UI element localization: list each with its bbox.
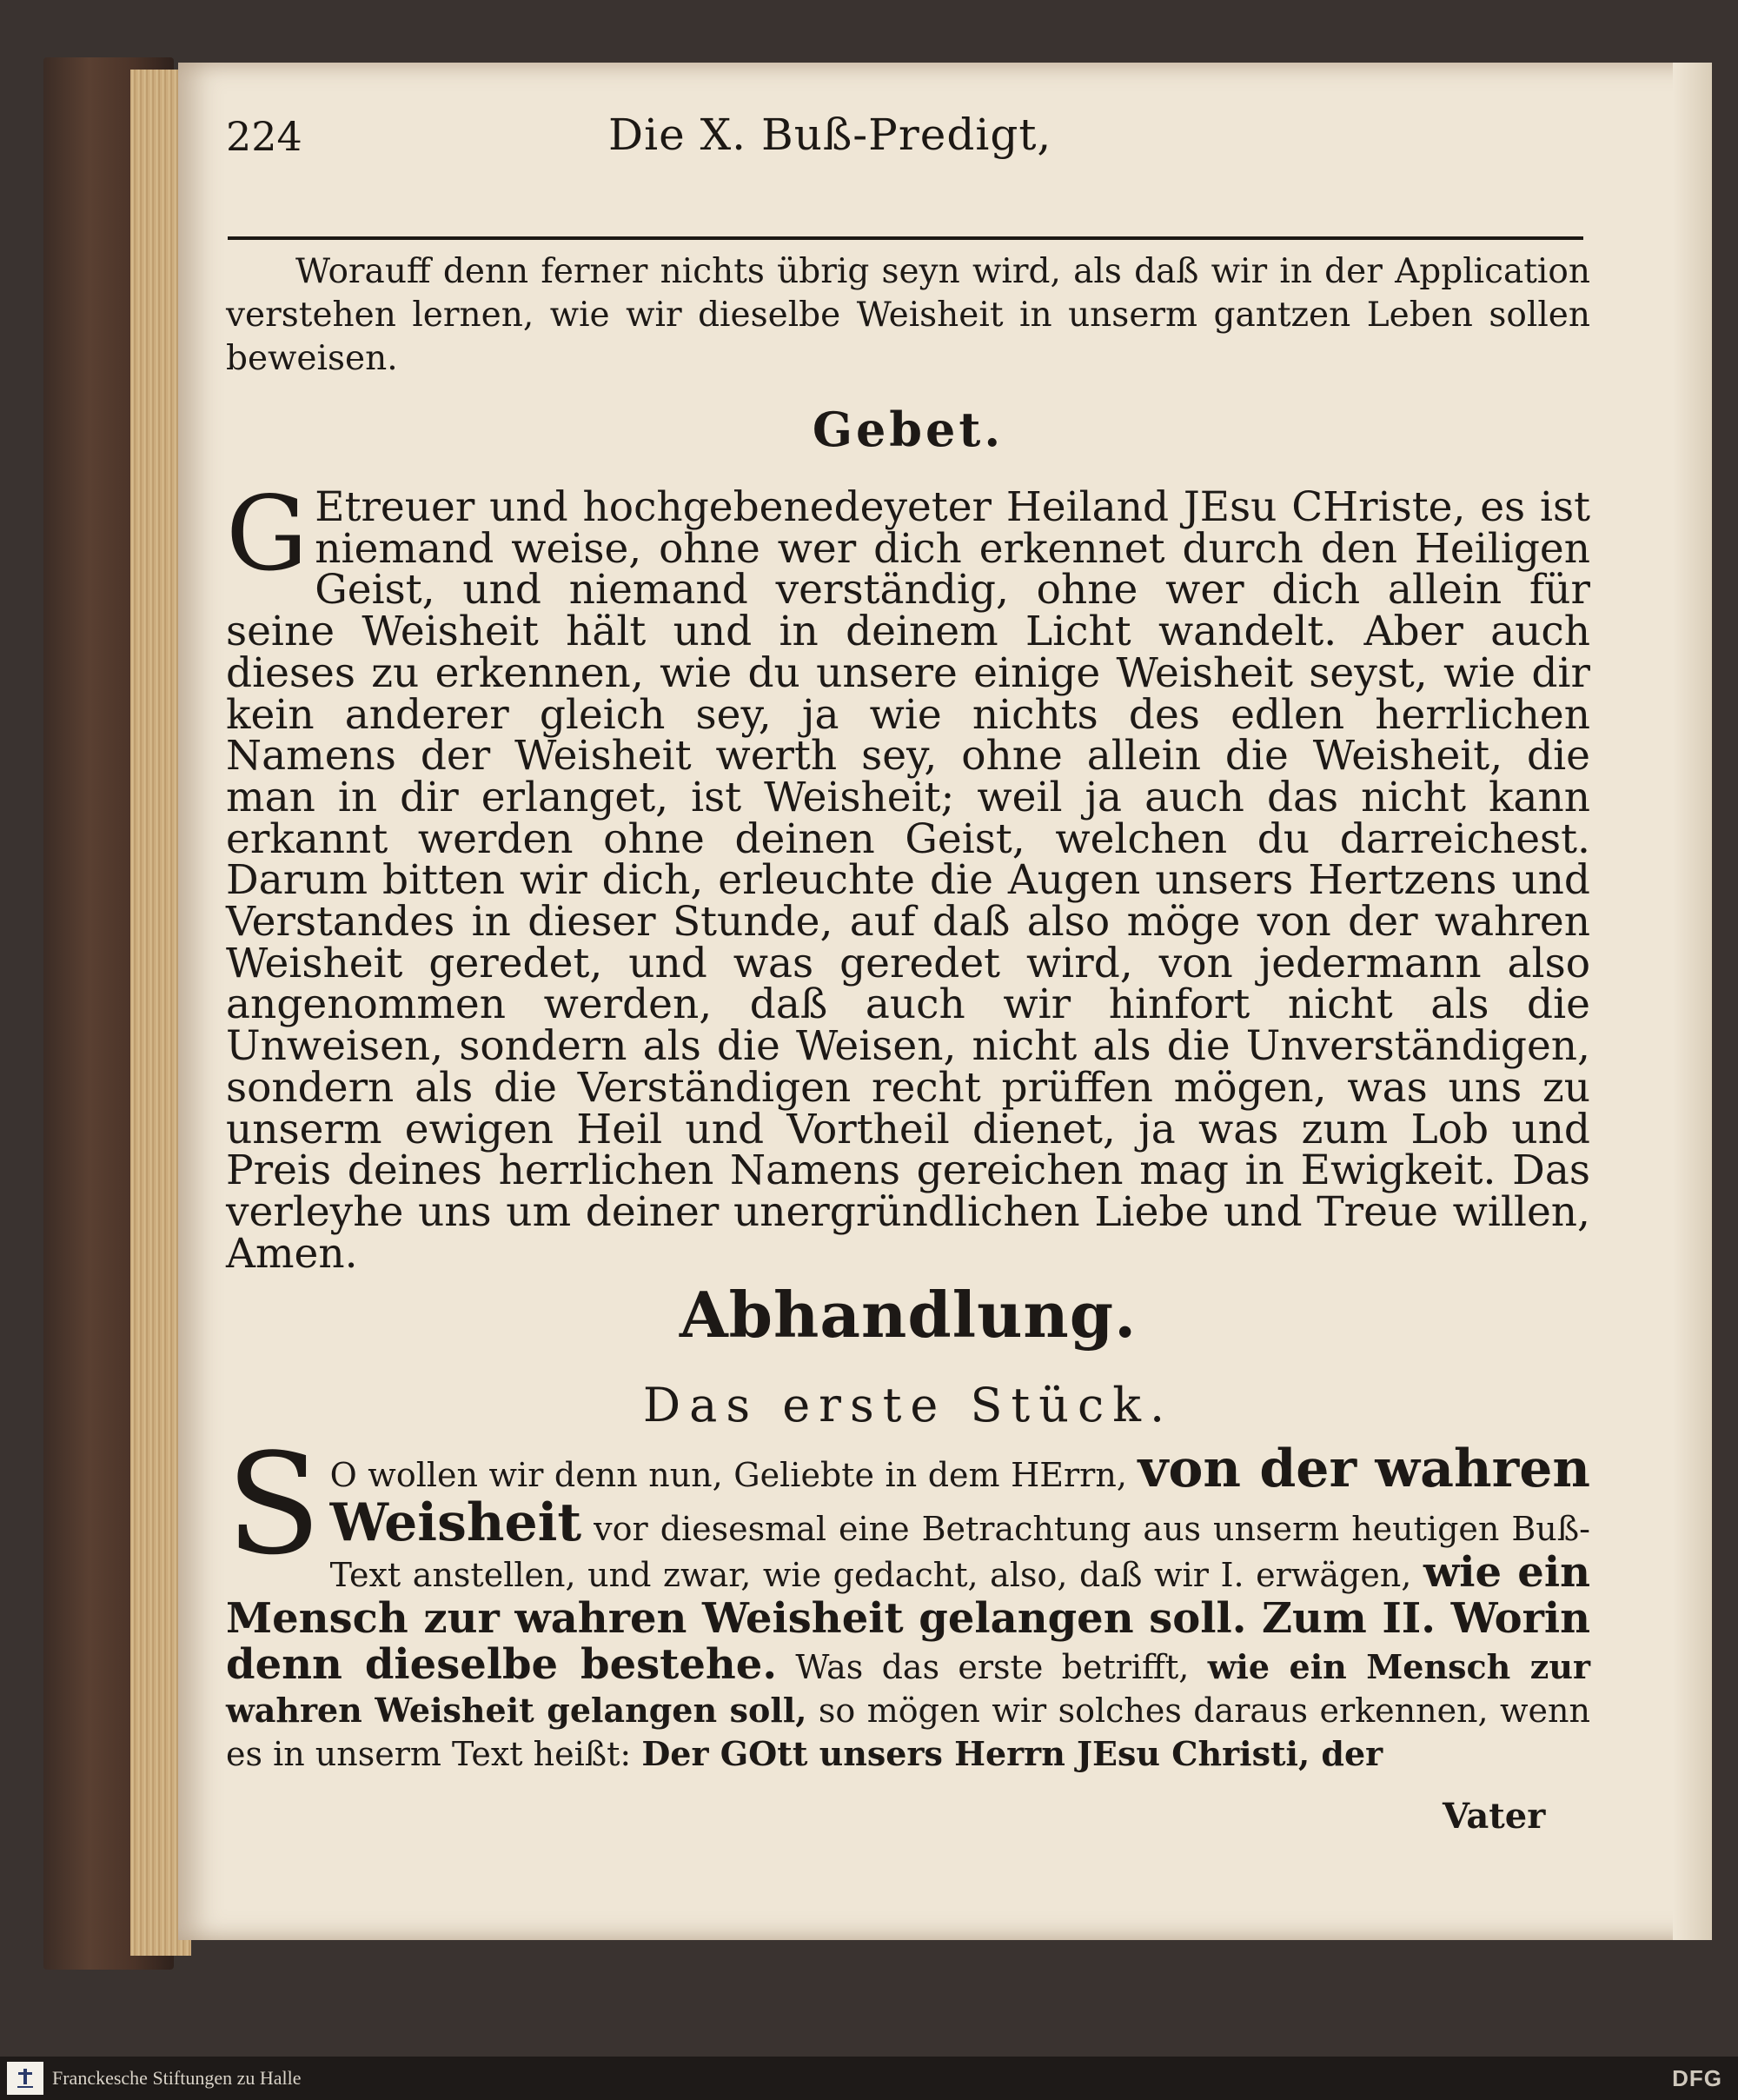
treatise-drop-cap: S (226, 1423, 322, 1585)
treatise-emphasis-2: wie ein Mensch zur wahren Weisheit gelangen soll. Zum II. Worin denn dieselbe bestehe. (226, 1548, 1590, 1689)
prayer-text: Etreuer und hochgebenedeyeter Heiland JEsu CHriste, es ist niemand weise, ohne wer dich erkennet durch den Heiligen Geist, und niemand verständig, ohne wer dich allein für seine Weisheit hält und in deinem Licht wandelt. Aber auch dieses zu erkennen, wie du unsere einige Weisheit seyst, wie dir kein anderer gleich sey, ja wie nichts des edlen herrlichen Namens der Weisheit werth sey, ohne allein die Weisheit, die man in dir erlanget, ist Weisheit; weil ja auch das nicht kann erkannt werden ohne deinen Geist, welchen du darreichest. Darum bitten wir dich, erleuchte die Augen unsers Hertzens und Verstandes in dieser Stunde, auf daß also möge von der wahren Weisheit geredet, und was geredet wird, von jedermann also angenommen werden, daß auch wir hinfort nicht als die Unweisen, sondern als die Weisen, nicht als die Unverständigen, sondern als die Verständigen recht prüffen mögen, was uns zu unserm ewigen Heil und Vortheil dienet, ja was zum Lob und Preis deines herrlichen Namens gereichen mag in Ewigkeit. Das verleyhe uns um deiner unergründlichen Liebe und Treue willen, Amen. (226, 483, 1590, 1278)
treatise-paragraph (226, 1423, 1590, 1776)
footer-institution: Franckesche Stiftungen zu Halle (52, 2067, 302, 2089)
treatise-emphasis-3: wie ein Mensch zur wahren Weisheit gelangen soll, (226, 1647, 1590, 1730)
footer-bar (0, 2057, 1738, 2100)
treatise-subheading: Das erste Stück. (642, 1378, 1174, 1432)
prayer-heading: Gebet. (812, 402, 1005, 457)
treatise-part-1: O wollen wir denn nun, Geliebte in dem HErrn, (329, 1456, 1127, 1494)
treatise-part-2: vor diesesmal eine Betrachtung aus unserm heutigen Buß-Text anstellen, und zwar, wie gedacht, also, daß wir I. erwägen, (329, 1510, 1590, 1594)
page-header (226, 106, 1586, 228)
treatise-part-4: so mögen wir solches daraus erkennen, wenn es in unserm Text heißt: (226, 1691, 1590, 1773)
footer-brand-logo: DFG (1672, 2065, 1722, 2091)
header-rule (228, 236, 1583, 240)
page-bleed-through (1673, 63, 1712, 1940)
treatise-heading: Abhandlung. (679, 1278, 1138, 1352)
treatise-emphasis-1: von der wahren Weisheit (329, 1439, 1590, 1553)
intro-paragraph: Worauff denn ferner nichts übrig seyn wird, als daß wir in der Application verstehen lernen, wie wir dieselbe Weisheit in unserm gantzen Leben sollen beweisen. (226, 252, 1590, 378)
prayer-paragraph (226, 474, 1590, 1278)
treatise-emphasis-4: Der GOtt unsers Herrn JEsu Christi, der (641, 1734, 1383, 1773)
running-title: Die X. Buß-Predigt, (608, 110, 1052, 160)
page-number: 224 (226, 113, 302, 160)
catchword: Vater (1443, 1796, 1546, 1837)
institution-logo-icon (7, 2062, 43, 2095)
treatise-part-3: Was das erste betrifft, (795, 1648, 1190, 1686)
prayer-drop-cap: G (226, 474, 308, 594)
